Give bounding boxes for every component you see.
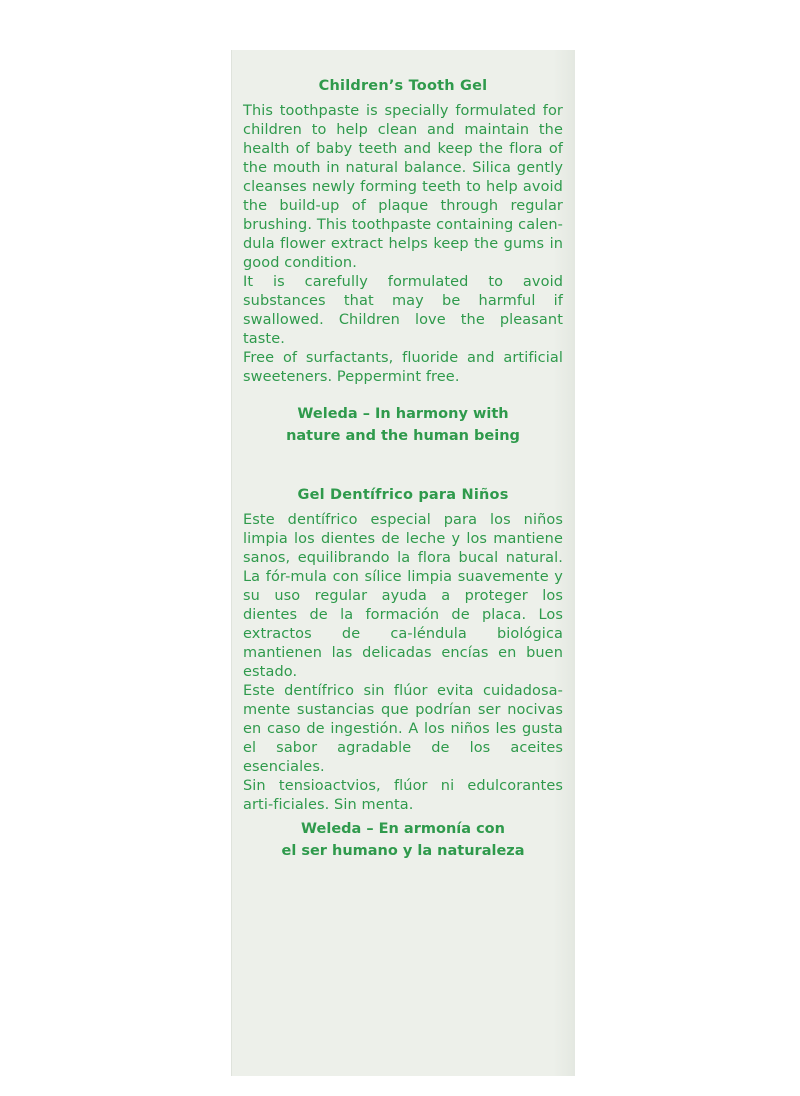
english-section (243, 76, 563, 387)
spanish-paragraph-1: Este dentífrico especial para los niños limpia los dientes de leche y los mantiene sanos, equilibrando la flora bucal natural. La fór-mula con sílice limpia suavemente y su uso regular ayuda a proteger los dientes de la formación de placa. Los extractos de ca-léndula biológica mantienen las delicadas encías en buen estado. (243, 512, 563, 680)
english-paragraph-1: This toothpaste is specially formulated for children to help clean and maintain the health of baby teeth and keep the flora of the mouth in natural balance. Silica gently cleanses newly forming teeth to help avoid the build-up of plaque through regular brushing. This toothpaste containing calen-dula flower extract helps keep the gums in good condition. (243, 103, 563, 271)
spanish-slogan (243, 818, 563, 862)
spanish-title: Gel Dentífrico para Niños (297, 487, 509, 503)
spanish-slogan-line-2: el ser humano y la naturaleza (281, 843, 525, 859)
english-slogan-line-1: Weleda – In harmony with (297, 406, 509, 422)
english-slogan (243, 403, 563, 447)
spanish-paragraph-2: Este dentífrico sin flúor evita cuidadosa-mente sustancias que podrían ser nocivas en caso de ingestión. A los niños les gusta el sabor agradable de los aceites esenciales. (243, 683, 563, 775)
spanish-slogan-line-1: Weleda – En armonía con (301, 821, 505, 837)
english-body (243, 102, 563, 387)
spanish-paragraph-3: Sin tensioactvios, flúor ni edulcorantes arti-ficiales. Sin menta. (243, 778, 563, 813)
english-paragraph-3: Free of surfactants, fluoride and artificial sweeteners. Peppermint free. (243, 350, 563, 385)
spanish-section (243, 485, 563, 815)
english-slogan-line-2: nature and the human being (286, 428, 520, 444)
spanish-body (243, 511, 563, 815)
english-paragraph-2: It is carefully formulated to avoid substances that may be harmful if swallowed. Children love the pleasant taste. (243, 274, 563, 347)
english-title: Children’s Tooth Gel (318, 78, 488, 94)
